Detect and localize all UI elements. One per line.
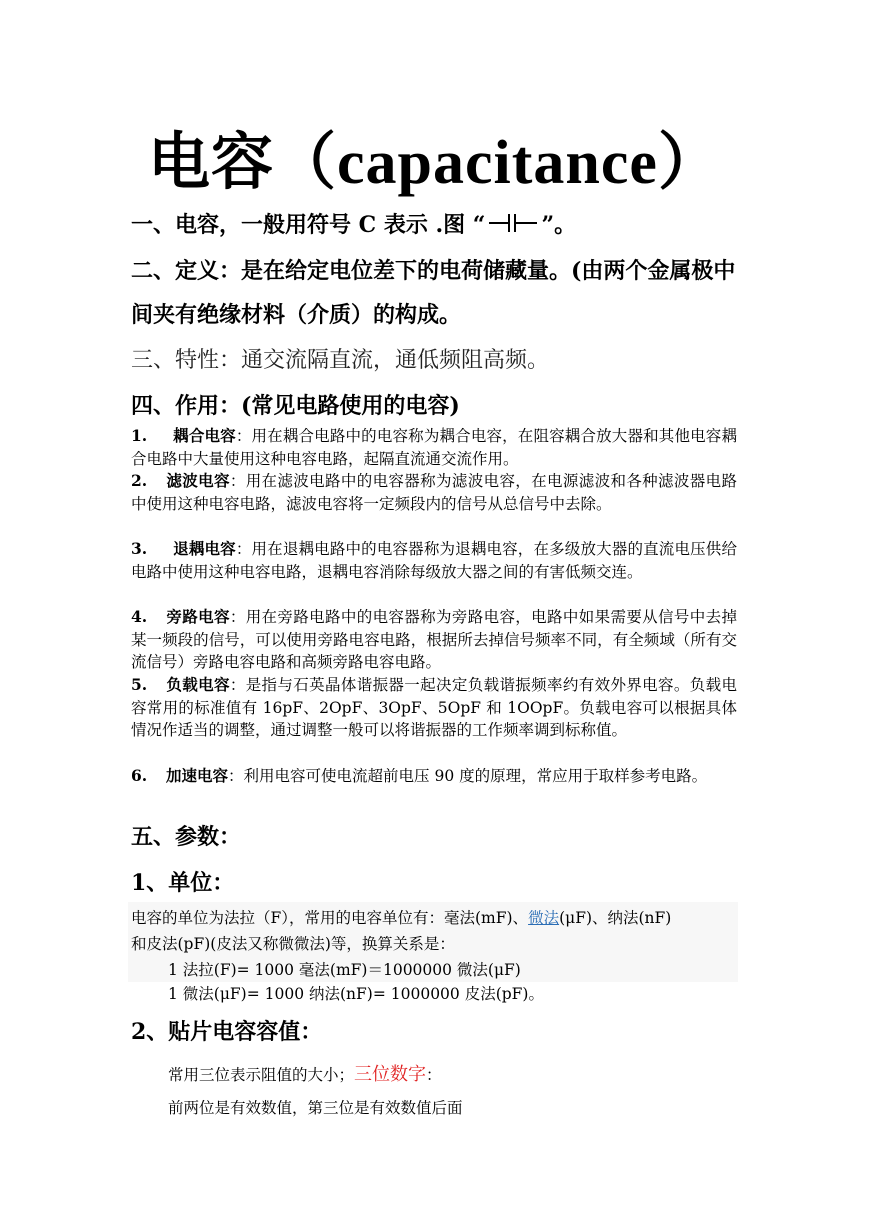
item-number: 5. [131,675,148,694]
section-2-definition-line2: 间夹有绝缘材料（介质）的构成。 [131,302,462,328]
section-1-text-after: ”。 [541,212,577,238]
section-2-definition-line1: 二、定义：是在给定电位差下的电荷储藏量。(由两个金属极中 [131,258,736,284]
item-description: 用在耦合电路中的电容称为耦合电容，在阻容耦合放大器和其他电容耦合电路中大量使用这种电容电路，起隔直流通交流作用。 [131,427,737,468]
list-item-speedup: 6. 加速电容：利用电容可使电流超前电压 90 度的原理，常应用于取样参考电路。 [131,765,737,788]
item-description: 用在旁路电路中的电容器称为旁路电容，电路中如果需要从信号中去掉某一频段的信号，可以使用旁路电容电路，根据所去掉信号频率不同，有全频域（所有交流信号）旁路电容电路和高频旁路电容电路。 [131,608,737,672]
page-title: 电容（capacitance） [148,129,721,197]
section-3-characteristics: 三、特性：通交流隔直流，通低频阻高频。 [131,348,550,373]
unit-line-2: 和皮法(pF)(皮法又称微微法)等，换算关系是： [131,935,455,953]
capacitor-symbol-icon [487,212,539,240]
item-term: 退耦电容 [173,539,236,558]
section-5-heading: 五、参数： [131,824,242,850]
item-description: 用在退耦电路中的电容器称为退耦电容，在多级放大器的直流电压供给电路中使用这种电容电路，退耦电容消除每级放大器之间的有害低频交连。 [131,540,737,581]
item-term: 负载电容 [166,675,230,694]
smd-line-2: 前两位是有效数值，第三位是有效数值后面 [168,1099,463,1117]
three-digits-highlight: 三位数字 [354,1064,427,1085]
list-item-load: 5. 负载电容：是指与石英晶体谐振器一起决定负载谐振频率约有效外界电容。负载电容常用的标准值有 16pF、2OpF、3OpF、5OpF 和 1OOpF。负载电容可以根据具体情况作适当的调整，通过调整一般可以将谐振器的工作频率调到标称值。 [131,675,737,740]
list-item-decoupling: 3. 退耦电容：用在退耦电路中的电容器称为退耦电容，在多级放大器的直流电压供给电路中使用这种电容电路，退耦电容消除每级放大器之间的有害低频交连。 [131,539,737,581]
conversion-microfarad: 1 微法(μF)= 1000 纳法(nF)= 1000000 皮法(pF)。 [168,985,544,1003]
list-item-coupling: 1. 耦合电容：用在耦合电路中的电容称为耦合电容，在阻容耦合放大器和其他电容耦合电路中大量使用这种电容电路，起隔直流通交流作用。 [131,426,737,468]
item-number: 3. [131,539,148,558]
item-description: 是指与石英晶体谐振器一起决定负载谐振频率约有效外界电容。负载电容常用的标准值有 16pF、2OpF、3OpF、5OpF 和 1OOpF。负载电容可以根据具体情况作适当的调整，通过调整一般可以将谐振器的工作频率调到标称值。 [131,676,737,740]
item-term: 加速电容 [166,766,229,785]
smd-heading: 2、贴片电容容值： [131,1019,323,1045]
item-number: 6. [131,766,148,785]
section-1-symbol [131,208,576,240]
microfarad-link[interactable]: 微法 [528,909,560,927]
item-term: 滤波电容 [166,471,230,490]
item-number: 4. [131,607,148,626]
item-number: 1. [131,426,148,445]
list-item-filter: 2. 滤波电容：用在滤波电路中的电容器称为滤波电容，在电源滤波和各种滤波器电路中使用这种电容电路，滤波电容将一定频段内的信号从总信号中去除。 [131,471,737,513]
section-1-text-before: 一、电容，一般用符号 C 表示 .图 “ [131,212,486,238]
item-term: 旁路电容 [166,607,230,626]
unit-heading: 1、单位： [131,870,235,896]
list-item-bypass: 4. 旁路电容：用在旁路电路中的电容器称为旁路电容，电路中如果需要从信号中去掉某一频段的信号，可以使用旁路电容电路，根据所去掉信号频率不同，有全频域（所有交流信号）旁路电容电路和高频旁路电容电路。 [131,607,737,672]
smd-line-1: 常用三位表示阻值的大小；三位数字： [168,1064,442,1085]
item-number: 2. [131,471,148,490]
item-description: 利用电容可使电流超前电压 90 度的原理，常应用于取样参考电路。 [243,767,708,785]
item-term: 耦合电容 [173,426,236,445]
unit-line-1: 电容的单位为法拉（F），常用的电容单位有：毫法(mF)、微法(μF)、纳法(nF) [131,909,672,927]
section-4-heading: 四、作用：(常见电路使用的电容) [131,393,460,419]
conversion-farad: 1 法拉(F)= 1000 毫法(mF)＝1000000 微法(μF) [168,961,521,979]
item-description: 用在滤波电路中的电容器称为滤波电容，在电源滤波和各种滤波器电路中使用这种电容电路，滤波电容将一定频段内的信号从总信号中去除。 [131,472,737,513]
